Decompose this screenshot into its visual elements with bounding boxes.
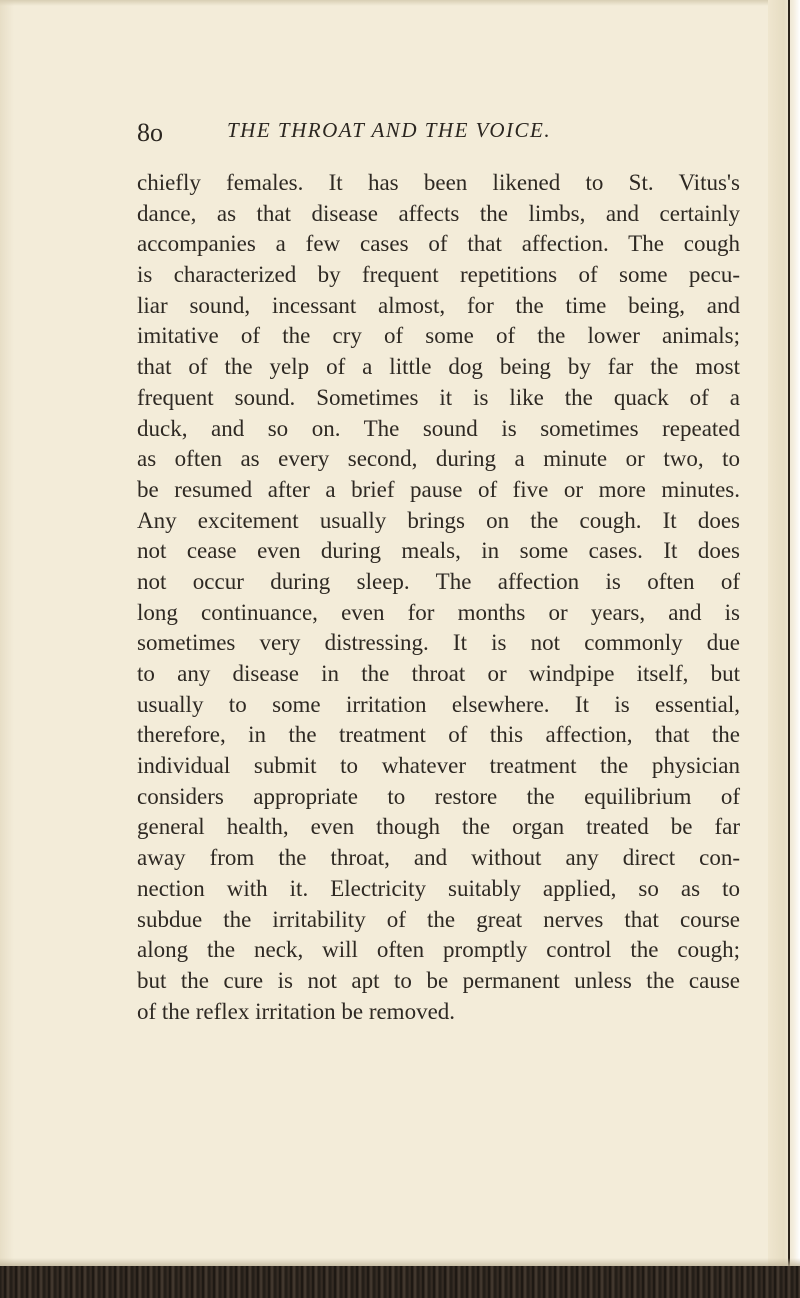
- page-number: 8o: [137, 118, 163, 147]
- running-title: THE THROAT AND THE VOICE.: [227, 118, 552, 142]
- text-line: accompanies a few cases of that affection. The cough: [137, 231, 740, 257]
- text-line: subdue the irritability of the great nerves that course: [137, 906, 740, 932]
- text-line: away from the throat, and without any direct con-: [137, 845, 740, 871]
- text-line: not cease even during meals, in some cases. It does: [137, 538, 740, 564]
- text-line: to any disease in the throat or windpipe itself, but: [137, 661, 740, 686]
- text-line: nection with it. Electricity suitably applied, so as to: [137, 875, 740, 901]
- text-line: sometimes very distressing. It is not commonly due: [137, 630, 740, 656]
- text-line: Any excitement usually brings on the cough. It does: [137, 507, 740, 533]
- page-right-edge: [768, 0, 800, 1298]
- page-left-shade: [0, 0, 14, 1298]
- text-line: general health, even though the organ treated be far: [137, 814, 740, 840]
- text-line: therefore, in the treatment of this affection, that the: [137, 722, 740, 748]
- text-line: is characterized by frequent repetitions of some pecu-: [137, 262, 740, 288]
- text-line: along the neck, will often promptly control the cough;: [137, 937, 740, 963]
- text-line: individual submit to whatever treatment the physician: [137, 753, 740, 779]
- text-line: chiefly females. It has been likened to St. Vitus's: [137, 170, 740, 195]
- text-line: dance, as that disease affects the limbs, and certainly: [137, 200, 740, 226]
- binding-edge-line: [788, 0, 790, 1298]
- page-top-shadow: [0, 0, 800, 6]
- body-paragraph: [137, 168, 740, 1027]
- running-head: [137, 118, 737, 148]
- text-line: frequent sound. Sometimes it is like the quack of a: [137, 384, 740, 410]
- text-line: liar sound, incessant almost, for the time being, and: [137, 292, 740, 318]
- text-line: duck, and so on. The sound is sometimes repeated: [137, 415, 740, 441]
- text-line: be resumed after a brief pause of five or more minutes.: [137, 476, 740, 502]
- text-line: that of the yelp of a little dog being by far the most: [137, 354, 740, 380]
- text-line: long continuance, even for months or years, and is: [137, 599, 740, 625]
- text-line: usually to some irritation elsewhere. It is essential,: [137, 691, 740, 717]
- text-line: as often as every second, during a minute or two, to: [137, 446, 740, 472]
- text-line: considers appropriate to restore the equilibrium of: [137, 783, 740, 809]
- text-line: not occur during sleep. The affection is often of: [137, 568, 740, 594]
- page-bottom-edge: [0, 1266, 800, 1298]
- text-line-last: of the reflex irritation be removed.: [137, 998, 456, 1024]
- text-line: imitative of the cry of some of the lower animals;: [137, 323, 740, 349]
- text-line: but the cure is not apt to be permanent unless the cause: [137, 967, 740, 993]
